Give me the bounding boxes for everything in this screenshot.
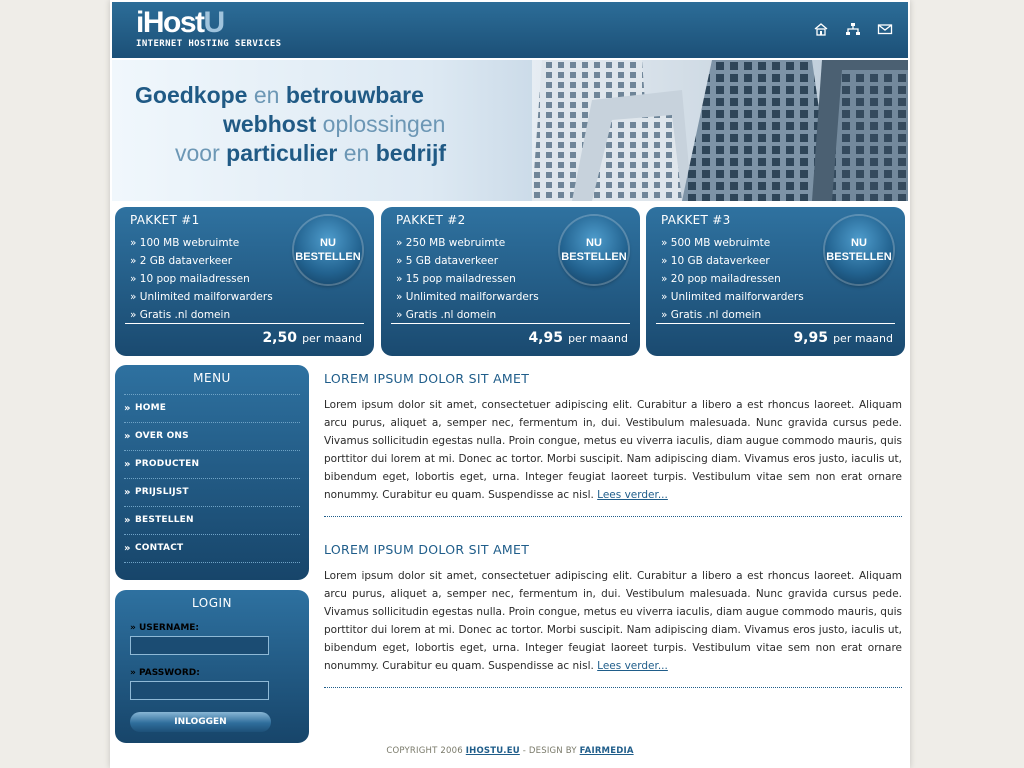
price-value: 4,95 — [528, 330, 563, 346]
package-title: PAKKET #3 — [661, 213, 731, 227]
package-title: PAKKET #1 — [130, 213, 200, 227]
order-now-button[interactable] — [294, 216, 362, 284]
home-icon[interactable] — [812, 21, 830, 37]
slogan-word: bedrijf — [375, 140, 447, 166]
read-more-link[interactable]: Lees verder... — [597, 489, 668, 501]
logo-main: iHost — [136, 6, 204, 39]
skyscraper-image — [532, 60, 908, 201]
package-feature: » 250 MB webruimte — [396, 234, 539, 252]
article-1 — [324, 371, 902, 504]
package-feature: » Unlimited mailforwarders — [396, 288, 539, 306]
price-period: per maand — [302, 332, 362, 345]
package-feature: » 500 MB webruimte — [661, 234, 804, 252]
package-feature: » 100 MB webruimte — [130, 234, 273, 252]
price-value: 9,95 — [793, 330, 828, 346]
hero-banner — [112, 60, 908, 201]
price-period: per maand — [568, 332, 628, 345]
slogan-word: Goedkope — [135, 82, 248, 108]
package-features — [396, 234, 539, 324]
price-divider — [656, 323, 895, 324]
article-text — [324, 396, 902, 504]
price-value: 2,50 — [262, 330, 297, 346]
mail-icon[interactable] — [876, 21, 894, 37]
package-feature: » Unlimited mailforwarders — [130, 288, 273, 306]
slogan-line-3 — [175, 140, 446, 167]
login-title: LOGIN — [191, 596, 233, 610]
price-divider — [391, 323, 630, 324]
package-feature: » 10 pop mailadressen — [130, 270, 273, 288]
order-button-line-2: BESTELLEN — [295, 251, 361, 263]
menu-box — [115, 365, 309, 580]
package-card-2 — [381, 207, 640, 356]
package-features — [130, 234, 273, 324]
username-label: » USERNAME: — [130, 623, 199, 633]
article-body: Lorem ipsum dolor sit amet, consectetuer adipiscing elit. Curabitur a libero a est rhoncus laoreet. Aliquam arcu purus, aliquet a, semper nec, fermentum in, dui. Vestibulum malesuada. Nunc gravida cursus pede. Vivamus sollicitudin egestas nulla. Proin congue, metus eu viverra iaculis, diam augue commodo mauris, quis porttitor dui lorem at mi. Donec ac tortor. Morbi suscipit. Nam adipiscing diam. Vivamus eros justo, iaculis ut, bibendum eget, lobortis eget, urna. Integer feugiat laoreet turpis. Vestibulum vitae sem non erat ornare nonummy. Curabitur eu quam. Suspendisse ac nisl. — [324, 570, 902, 672]
site-header — [112, 2, 908, 58]
menu-item-home[interactable]: » HOME — [124, 395, 300, 423]
article-text — [324, 567, 902, 675]
menu-item-contact[interactable]: » CONTACT — [124, 535, 300, 563]
package-card-1 — [115, 207, 374, 356]
order-now-button[interactable] — [825, 216, 893, 284]
page-container — [110, 0, 910, 768]
package-feature: » 15 pop mailadressen — [396, 270, 539, 288]
read-more-link[interactable]: Lees verder... — [597, 660, 668, 672]
article-divider — [324, 516, 902, 517]
password-input[interactable] — [130, 681, 269, 700]
designer-link[interactable]: FAIRMEDIA — [579, 746, 634, 756]
package-title: PAKKET #2 — [396, 213, 466, 227]
package-price — [528, 327, 628, 346]
package-price — [262, 327, 362, 346]
article-body: Lorem ipsum dolor sit amet, consectetuer adipiscing elit. Curabitur a libero a est rhoncus laoreet. Aliquam arcu purus, aliquet a, semper nec, fermentum in, dui. Vestibulum malesuada. Nunc gravida cursus pede. Vivamus sollicitudin egestas nulla. Proin congue, metus eu viverra iaculis, diam augue commodo mauris, quis porttitor dui lorem at mi. Donec ac tortor. Morbi suscipit. Nam adipiscing diam. Vivamus eros justo, iaculis ut, bibendum eget, lobortis eget, urna. Integer feugiat laoreet turpis. Vestibulum vitae sem non erat ornare nonummy. Curabitur eu quam. Suspendisse ac nisl. — [324, 399, 902, 501]
logo-tagline: INTERNET HOSTING SERVICES — [136, 39, 282, 49]
order-button-line-2: BESTELLEN — [826, 251, 892, 263]
article-divider — [324, 687, 902, 688]
menu-list — [124, 394, 300, 563]
order-button-line-2: BESTELLEN — [561, 251, 627, 263]
slogan-word: particulier — [226, 140, 338, 166]
menu-item-producten[interactable]: » PRODUCTEN — [124, 451, 300, 479]
order-now-button[interactable] — [560, 216, 628, 284]
menu-item-bestellen[interactable]: » BESTELLEN — [124, 507, 300, 535]
design-by-text: - DESIGN BY — [522, 746, 577, 756]
slogan-line-1 — [135, 82, 424, 109]
logo-accent: U — [203, 6, 224, 39]
price-divider — [125, 323, 364, 324]
order-button-line-1: NU — [586, 237, 602, 249]
slogan-word: webhost — [223, 111, 317, 137]
slogan-word: betrouwbare — [285, 82, 424, 108]
package-feature: » 10 GB dataverkeer — [661, 252, 804, 270]
site-logo[interactable] — [136, 6, 224, 40]
copyright-text: COPYRIGHT 2006 — [386, 746, 463, 756]
site-link[interactable]: IHOSTU.EU — [465, 746, 520, 756]
menu-item-prijslijst[interactable]: » PRIJSLIJST — [124, 479, 300, 507]
package-feature: » Gratis .nl domein — [396, 306, 539, 324]
order-button-line-1: NU — [320, 237, 336, 249]
article-2 — [324, 542, 902, 675]
article-title: LOREM IPSUM DOLOR SIT AMET — [324, 371, 530, 386]
package-features — [661, 234, 804, 324]
package-card-3 — [646, 207, 905, 356]
package-feature: » 20 pop mailadressen — [661, 270, 804, 288]
slogan-line-2 — [223, 111, 445, 138]
password-label: » PASSWORD: — [130, 668, 200, 678]
package-feature: » 5 GB dataverkeer — [396, 252, 539, 270]
slogan-word: en — [343, 140, 370, 166]
sitemap-icon[interactable] — [844, 21, 862, 37]
header-icons — [812, 21, 894, 37]
order-button-line-1: NU — [851, 237, 867, 249]
username-input[interactable] — [130, 636, 269, 655]
slogan-word: oplossingen — [322, 111, 446, 137]
slogan-word: en — [253, 82, 280, 108]
package-feature: » Gratis .nl domein — [661, 306, 804, 324]
menu-title: MENU — [193, 371, 231, 385]
article-title: LOREM IPSUM DOLOR SIT AMET — [324, 542, 530, 557]
package-feature: » 2 GB dataverkeer — [130, 252, 273, 270]
login-button[interactable]: INLOGGEN — [130, 712, 271, 732]
package-feature: » Gratis .nl domein — [130, 306, 273, 324]
package-price — [793, 327, 893, 346]
slogan-word: voor — [175, 140, 220, 166]
site-footer — [110, 746, 910, 756]
package-feature: » Unlimited mailforwarders — [661, 288, 804, 306]
menu-item-over-ons[interactable]: » OVER ONS — [124, 423, 300, 451]
price-period: per maand — [833, 332, 893, 345]
